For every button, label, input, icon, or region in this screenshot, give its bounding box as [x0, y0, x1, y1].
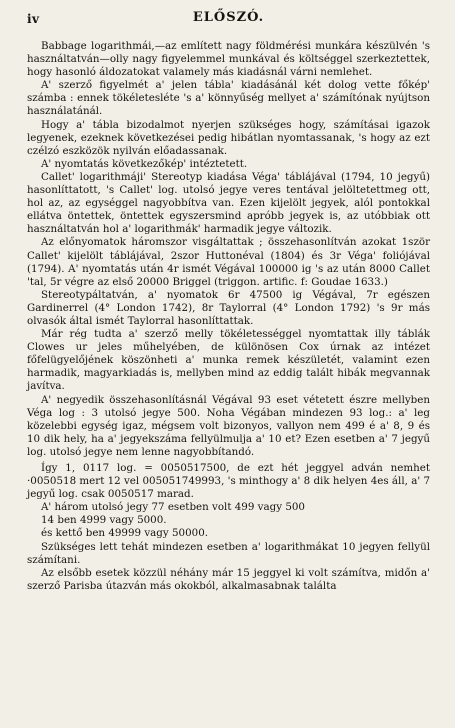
paragraph: Callet' logarithmáji' Stereotyp kiadása Véga' táblájával (1794, 10 jegyű) hasonlíttatott, 's Callet' log. utolsó jegye veres tentával jelöltetettmeg ott, hol az, az egységgel nagyobbítva van. Ezen kijelölt jegyek, alól pontokkal ellátva öntettek, öntettek egyszersmind apróbb jegyek is, az utóbbiak ott használtatván hol a' logarithmák' harmadik jegye változik.: [27, 170, 430, 236]
paragraph: Az elsőbb esetek közzül néhány már 15 jeggyel ki volt számítva, midőn a' szerző Parisba útazván más okokból, alkalmasabnak találta: [27, 566, 430, 592]
paragraph: Hogy a' tábla bizodalmot nyerjen szükséges hogy, számításai igazok legyenek, ezeknek következései pedig hibátlan nyomtassanak, 's hogy az ezt czélzó eszközök nyilván előadassanak.: [27, 118, 430, 157]
page-header: [27, 10, 430, 32]
paragraph: A' negyedik összehasonlításnál Végával 93 eset vétetett észre mellyben Véga log : 3 utolsó jegye 500. Noha Végában mindezen 93 log.: a' leg közelebbi egység igaz, mégsem volt bizonyos, vallyon nem 499 é a' 8, 9 és 10 dik hely, ha a' jegyekszáma fellyülmulja a' 10 et? Ezen esetben a' 7 jegyű log. utolsó jegye nem lenne nagyobbítandó.: [27, 393, 430, 458]
page-number: iv: [27, 12, 40, 26]
paragraph: Stereotypáltatván, a' nyomatok 6r 47500 ig Végával, 7r egészen Gardinerrel (4° London 1742), 8r Taylorral (4° London 1792) 's 9r más olvasók által ismét Taylorral hasonlíttattak.: [27, 288, 430, 327]
paragraph: Az előnyomatok háromszor visgáltattak ; összehasonlítván azokat 1ször Callet' kijelölt táblájával, 2szor Huttonéval (1804) és 3r Véga' foliójával (1794). A' nyomtatás után 4r ismét Végával 100000 ig 's az után 8000 Callet 'tal, 5r végre az első 20000 Briggel (triggon. artific. f: Goudae 1633.): [27, 236, 430, 288]
paragraph: A' szerző figyelmét a' jelen tábla' kiadásánál két dolog vette főkép' számba : ennek tökéletesléte 's a' könnyűség mellyet a' számítónak nyújtson használatánál.: [27, 79, 430, 118]
page-body: [27, 40, 430, 593]
paragraph: A' nyomtatás következőkép' intéztetett.: [41, 157, 248, 170]
paragraph: A' három utolsó jegy 77 esetben volt 499 vagy 500: [41, 501, 305, 514]
running-head: ELŐSZÓ.: [192, 10, 265, 25]
paragraph: Már rég tudta a' szerző melly tökéletességgel nyomtattak illy táblák Clowes ur jeles műhelyében, de különösen Cox úrnak az intézet főfelügyelőjének köszönheti a' munka remek készületét, valamint ezen harmadik, magyarkiadás is, mellyben mind az eddig talált hibák megvannak javítva.: [27, 328, 430, 393]
paragraph: és kettő ben 49999 vagy 50000.: [41, 527, 209, 540]
paragraph: 14 ben 4999 vagy 5000.: [41, 514, 167, 527]
paragraph: Így 1, 0117 log. = 0050517500, de ezt hét jeggyel adván nemhet ·0050518 mert 12 vel 005051749993, 's minthogy a' 8 dik helyen 4es áll, a' 7 jegyű log. csak 0050517 marad.: [27, 462, 430, 501]
paragraph: Babbage logarithmái,—az említett nagy földmérési munkára készülvén 's használtatván—olly nagy figyelemmel munkával és költséggel szerkeztettek, hogy hasonló áldozatokat valamely más kiadásnál várni nemlehet.: [27, 40, 430, 79]
paragraph: Szükséges lett tehát mindezen esetben a' logarithmákat 10 jegyen fellyül számítani.: [27, 540, 430, 566]
